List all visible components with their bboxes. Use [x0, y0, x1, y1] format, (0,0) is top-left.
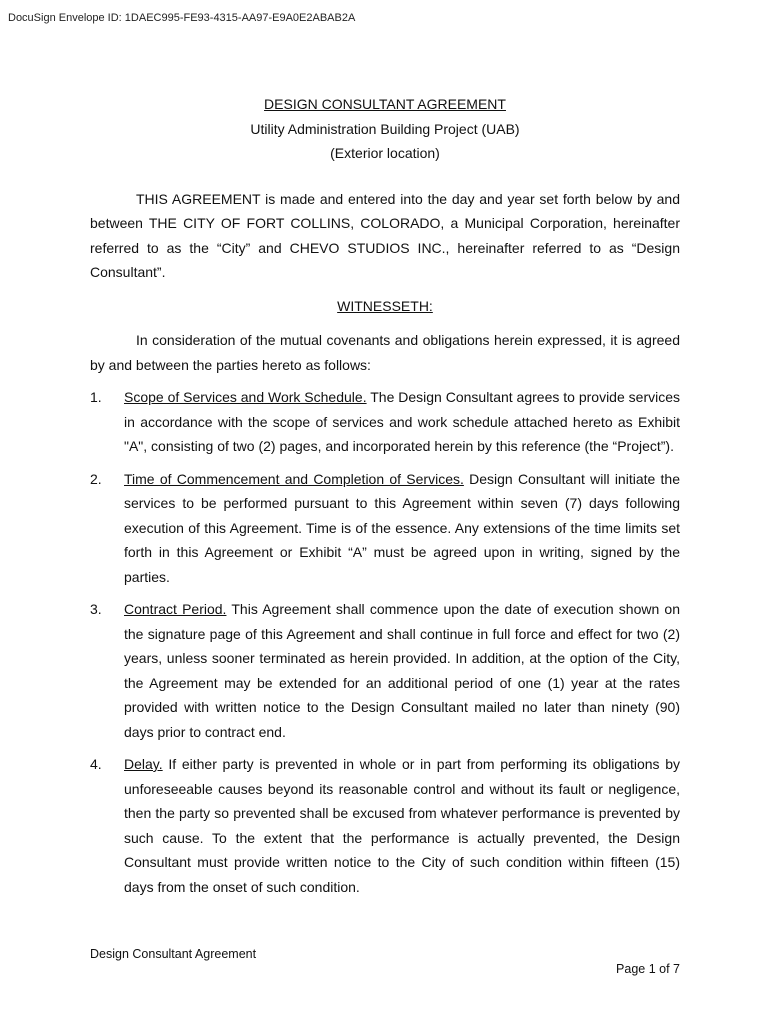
section-number: 1. — [90, 389, 102, 405]
footer-document-name: Design Consultant Agreement — [90, 947, 257, 961]
docusign-envelope-id: DocuSign Envelope ID: 1DAEC995-FE93-4315-AA97-E9A0E2ABAB2A — [8, 12, 356, 24]
section-number: 2. — [90, 470, 102, 487]
consideration-paragraph: In consideration of the mutual covenants and obligations herein expressed, it is agreed by and between the parties hereto as follows: — [90, 332, 680, 373]
intro-paragraph: THIS AGREEMENT is made and entered into the day and year set forth below by and between THE CITY OF FORT COLLINS, COLORADO, a Municipal Corporation, hereinafter referred to as the “City” and CHEVO STUDIOS INC., hereinafter referred to as “Design Consultant”. — [90, 190, 680, 280]
section-commencement — [90, 467, 680, 590]
section-body: If either party is prevented in whole or in part from performing its obligations by unforeseeable causes beyond its reasonable control and without its fault or negligence, then the party so prevented shall be excused from whatever performance is prevented by such cause. To the extent that the performance is actually prevented, the Design Consultant must provide written notice to the City of such condition within fifteen (15) days from the onset of such condition. — [124, 756, 681, 895]
section-body: Design Consultant will initiate the services to be performed pursuant to this Agreement within seven (7) days following execution of this Agreement. Time is of the essence. Any extensions of the time limits set forth in this Agreement or Exhibit “A” must be agreed upon in writing, signed by the parties. — [124, 470, 680, 585]
section-heading: Scope of Services and Work Schedule. — [124, 389, 367, 405]
section-body: The Design Consultant agrees to provide services in accordance with the scope of services and work schedule attached hereto as Exhibit "A", consisting of two (2) pages, and incorporated herein by this reference (the “Project”). — [124, 389, 680, 454]
section-number: 4. — [90, 756, 102, 772]
section-heading: Time of Commencement and Completion of Services. — [124, 470, 464, 487]
section-number: 3. — [90, 601, 102, 617]
project-location: (Exterior location) — [330, 145, 440, 161]
project-subtitle: Utility Administration Building Project (UAB) — [250, 120, 520, 137]
section-scope — [90, 385, 680, 459]
agreement-page — [90, 92, 680, 907]
page-number: Page 1 of 7 — [616, 962, 680, 976]
section-heading: Contract Period. — [124, 601, 227, 617]
agreement-sections — [90, 385, 680, 899]
section-delay — [90, 752, 680, 899]
section-contract-period — [90, 597, 680, 744]
document-title: DESIGN CONSULTANT AGREEMENT — [264, 96, 506, 112]
section-body: This Agreement shall commence upon the date of execution shown on the signature page of this Agreement and shall continue in full force and effect for two (2) years, unless sooner terminated as herein provided. In addition, at the option of the City, the Agreement may be extended for an additional period of one (1) year at the rates provided with written notice to the Design Consultant mailed no later than ninety (90) days prior to contract end. — [124, 601, 680, 740]
witnesseth-heading: WITNESSETH: — [337, 297, 433, 314]
section-heading: Delay. — [124, 756, 163, 772]
